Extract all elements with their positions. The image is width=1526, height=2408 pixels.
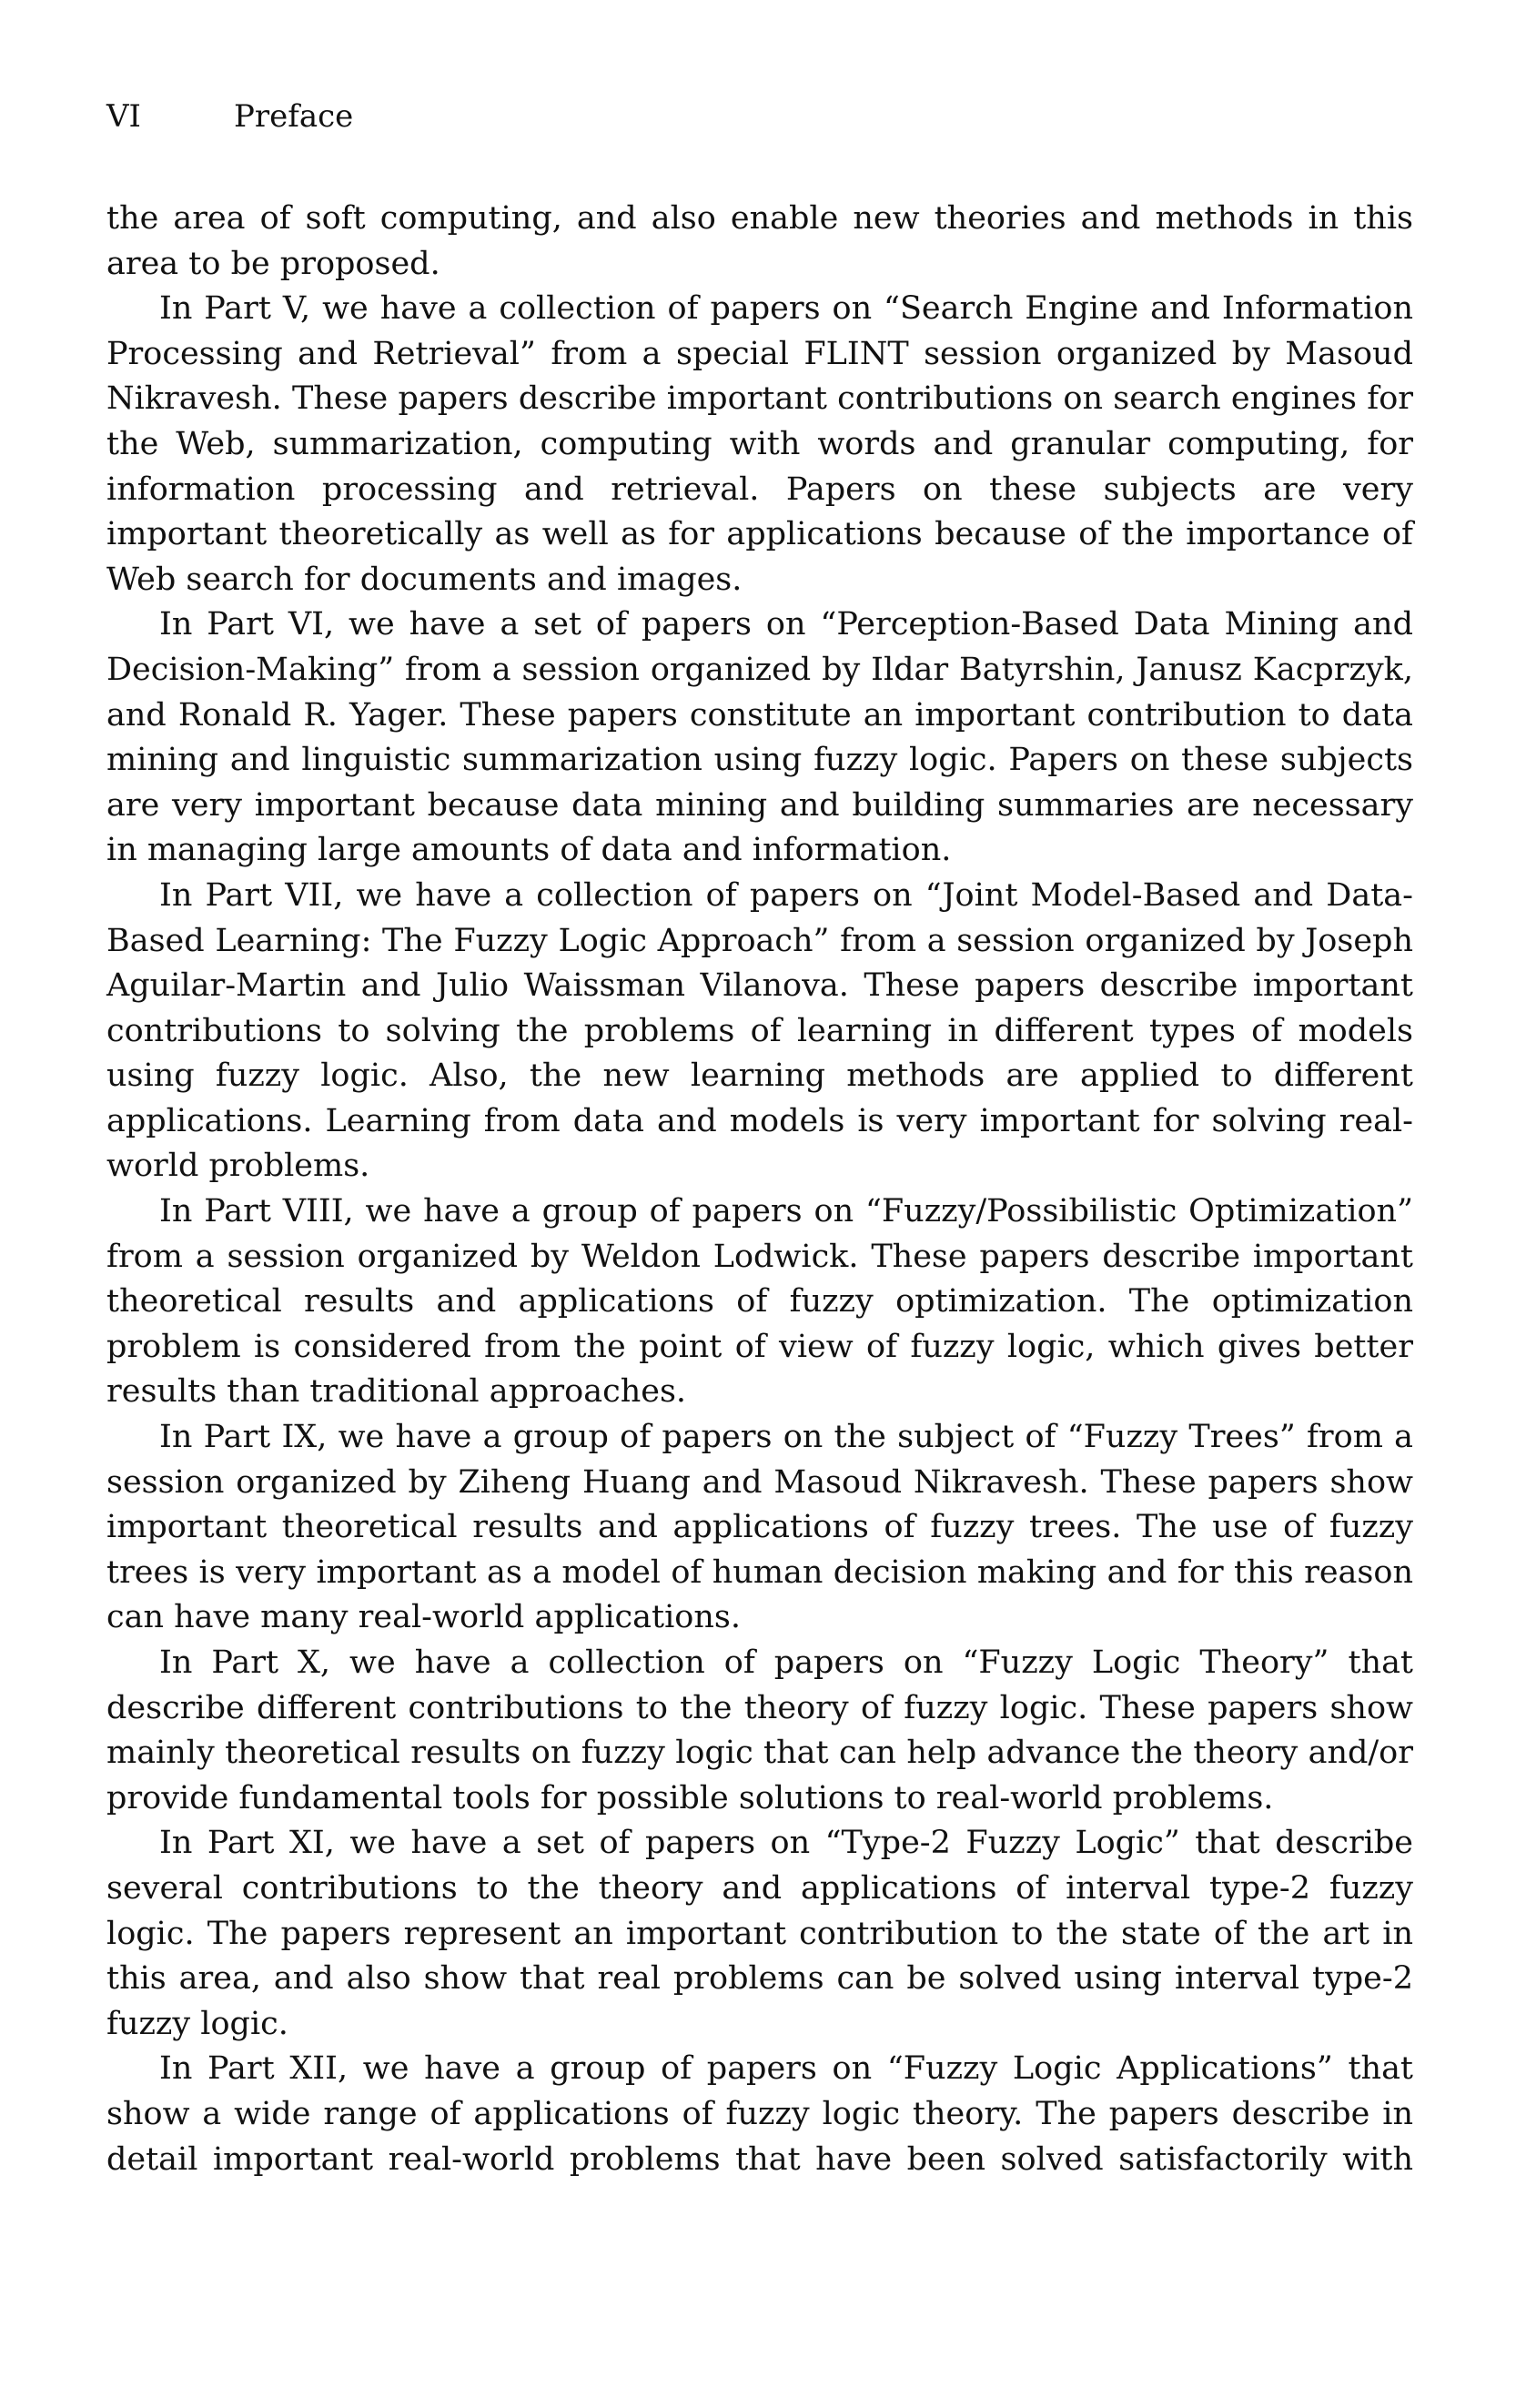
section-title: Preface — [234, 98, 354, 135]
paragraph-part-viii: In Part VIII, we have a group of papers on “Fuzzy/Possibilistic Optimization” from a session organized by Weldon Lodwick. These papers describe important theoretical results and applications of fuzzy optimization. The optimization problem is considered from the point of view of fuzzy logic, which gives better results than traditional approaches. — [106, 1193, 1413, 1411]
body-text — [106, 197, 1413, 2182]
paragraph-part-vi: In Part VI, we have a set of papers on “Perception-Based Data Mining and Decision-Making” from a session organized by Ildar Batyrshin, Janusz Kacprzyk, and Ronald R. Yager. These papers constitute an important contribution to data mining and linguistic summarization using fuzzy logic. Papers on these subjects are very important because data mining and building summaries are necessary in managing large amounts of data and information. — [106, 606, 1413, 869]
paragraph-part-xi: In Part XI, we have a set of papers on “Type-2 Fuzzy Logic” that describe several contributions to the theory and applications of interval type-2 fuzzy logic. The papers represent an important contribution to the state of the art in this area, and also show that real problems can be solved using interval type-2 fuzzy logic. — [106, 1825, 1413, 2042]
paragraph-continuation: the area of soft computing, and also enable new theories and methods in this area to be proposed. — [106, 200, 1413, 282]
paragraph-part-ix: In Part IX, we have a group of papers on the subject of “Fuzzy Trees” from a session organized by Ziheng Huang and Masoud Nikravesh. These papers show important theoretical results and applications of fuzzy trees. The use of fuzzy trees is very important as a model of human decision making and for this reason can have many real-world applications. — [106, 1419, 1413, 1636]
paragraph-part-v: In Part V, we have a collection of papers on “Search Engine and Information Processing and Retrieval” from a special FLINT session organized by Masoud Nikravesh. These papers describe important contributions on search engines for the Web, summarization, computing with words and granular computing, for information processing and retrieval. Papers on these subjects are very important theoretically as well as for applications because of the importance of Web search for documents and images. — [106, 290, 1413, 598]
page-number: VI — [106, 98, 141, 135]
paragraph-part-x: In Part X, we have a collection of papers on “Fuzzy Logic Theory” that describe different contributions to the theory of fuzzy logic. These papers show mainly theoretical results on fuzzy logic that can help advance the theory and/or provide fundamental tools for possible solutions to real-world problems. — [106, 1644, 1413, 1816]
paragraph-part-xii: In Part XII, we have a group of papers on “Fuzzy Logic Applications” that show a wide range of applications of fuzzy logic theory. The papers describe in detail important real-world problems that have been solved satisfactorily with — [106, 2050, 1413, 2178]
paragraph-part-vii: In Part VII, we have a collection of papers on “Joint Model-Based and Data-Based Learning: The Fuzzy Logic Approach” from a session organized by Joseph Aguilar-Martin and Julio Waissman Vilanova. These papers describe important contributions to solving the problems of learning in different types of models using fuzzy logic. Also, the new learning methods are applied to different applications. Learning from data and models is very important for solving real-world problems. — [106, 876, 1413, 1185]
running-head — [106, 98, 1413, 135]
book-page — [106, 98, 1413, 2182]
